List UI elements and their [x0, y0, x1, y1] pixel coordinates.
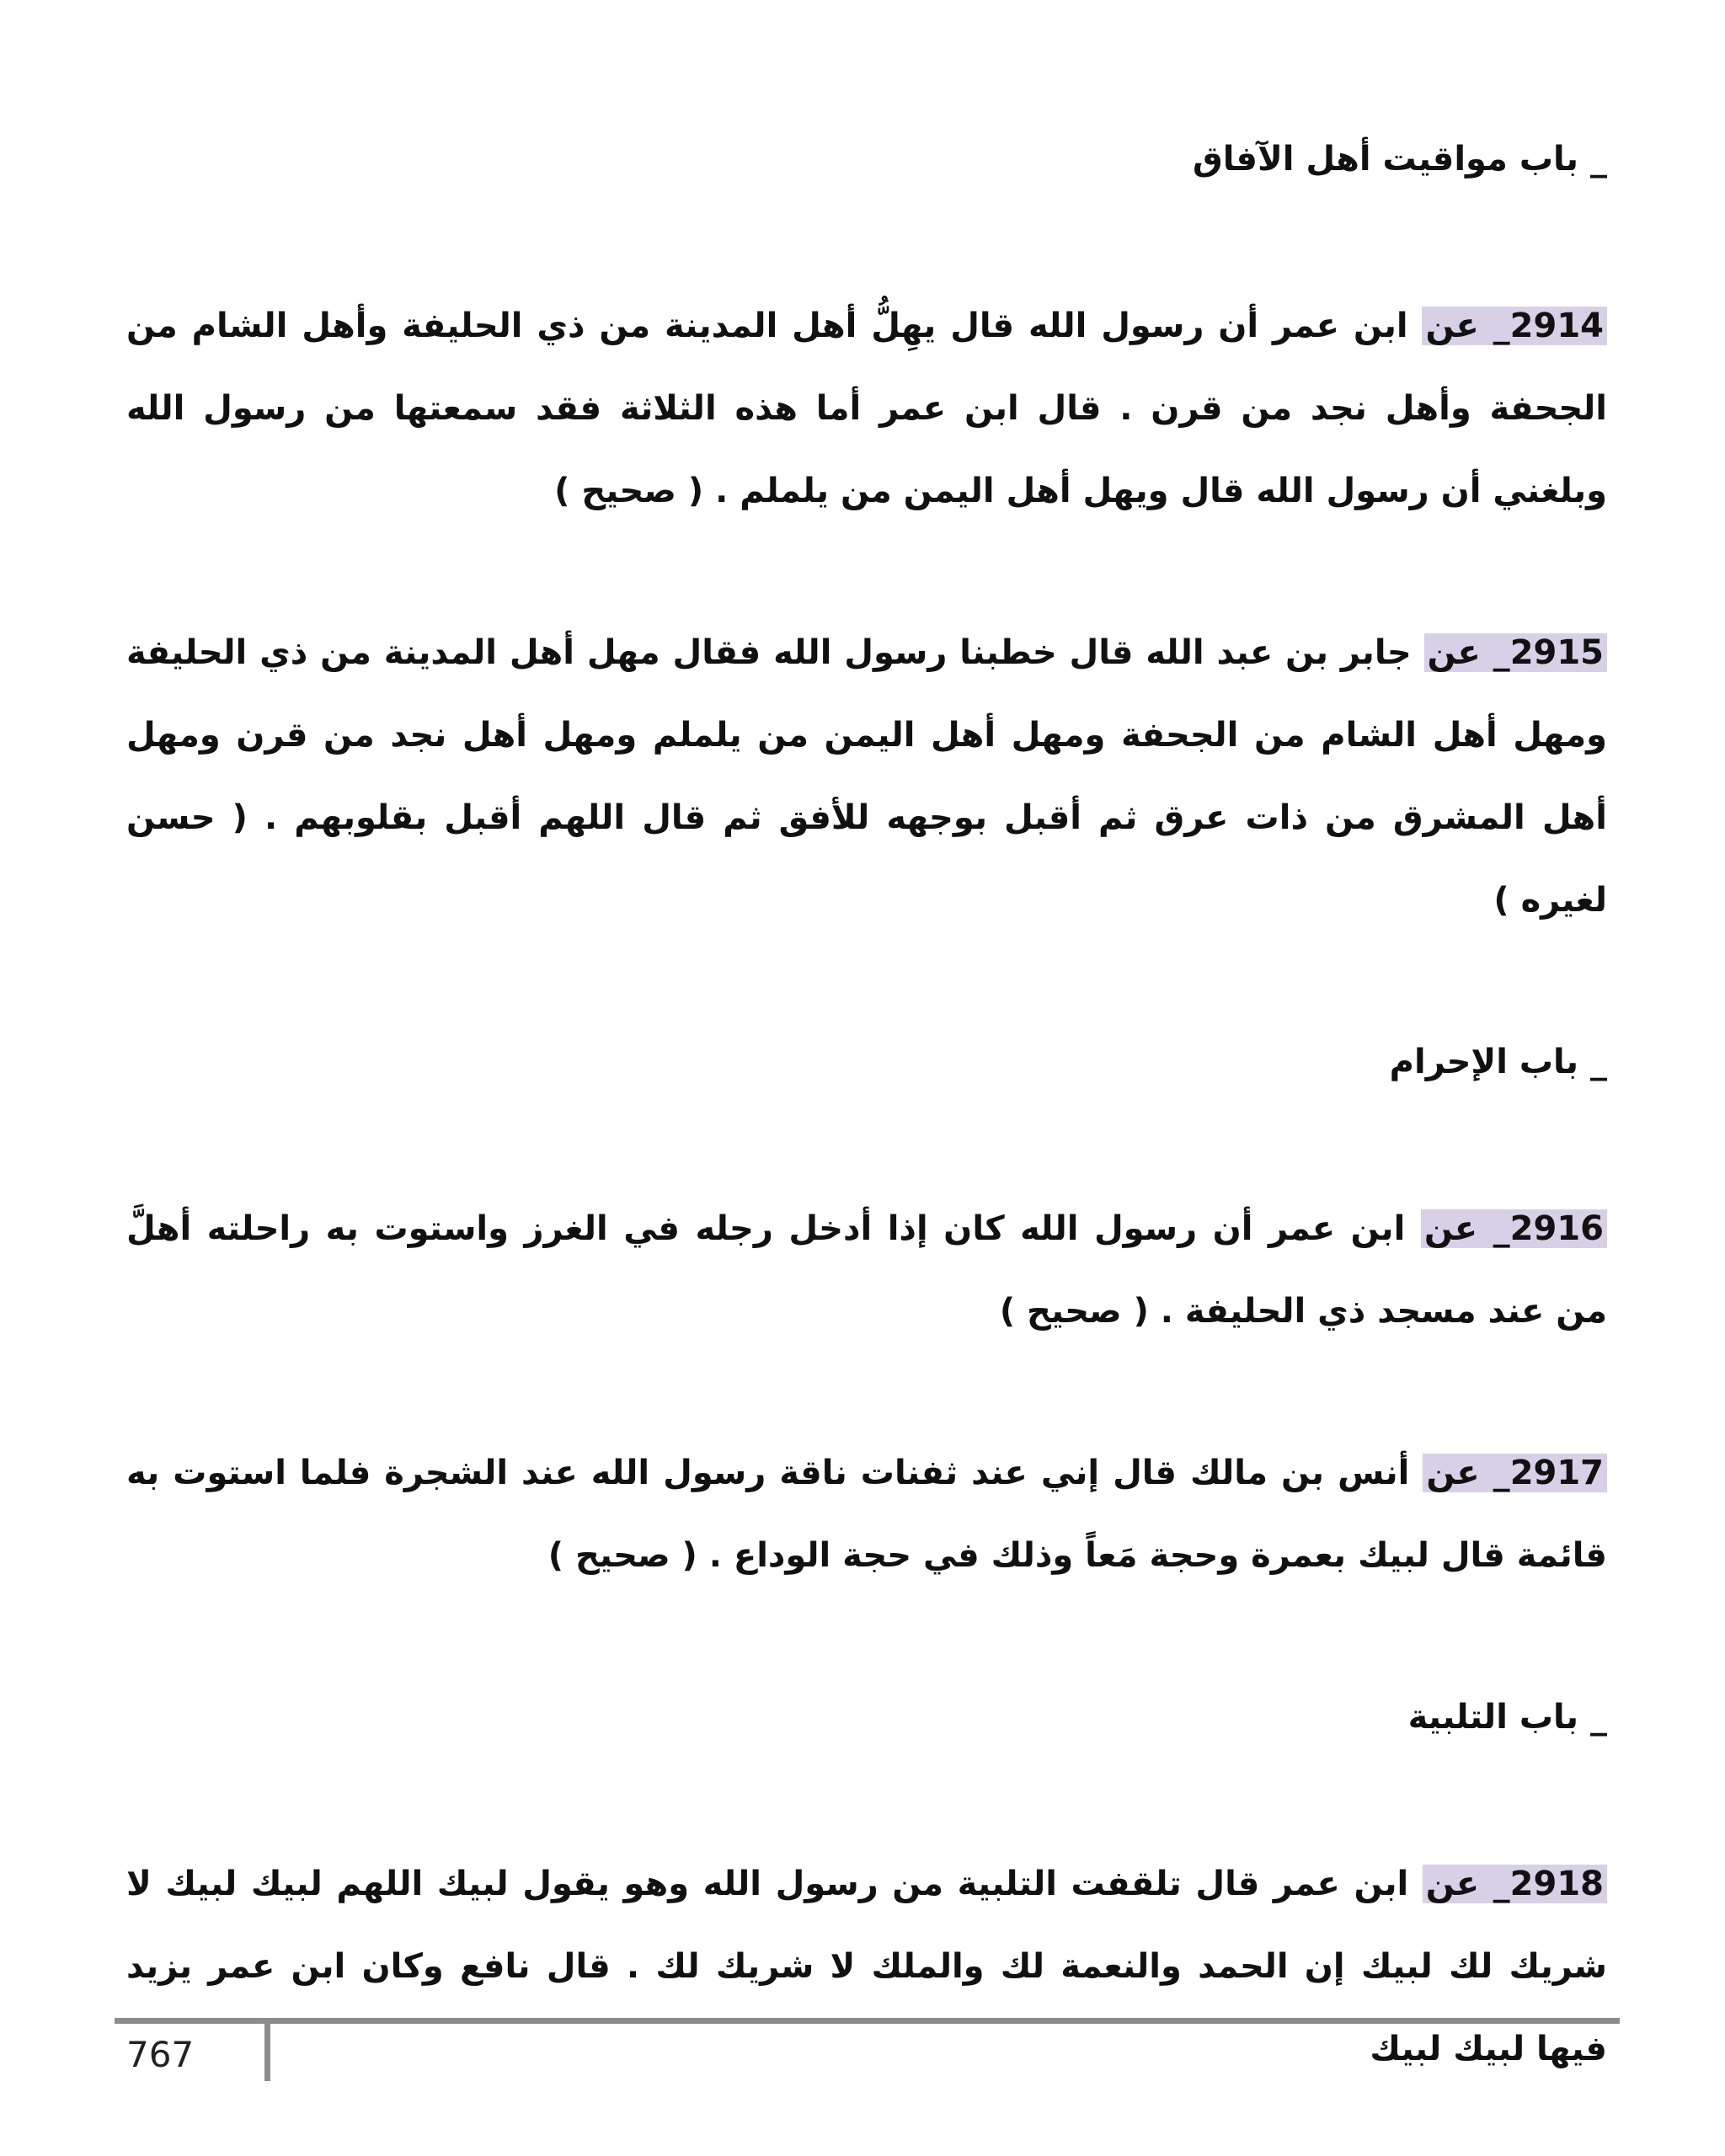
spacer: [126, 1758, 1607, 1843]
hadith-text: ابن عمر أن رسول الله كان إذا أدخل رجله في الغرز واستوت به راحلته أهلَّ من عند مسجد ذي الحليفة . ( صحيح ): [126, 1209, 1607, 1331]
footer-rule: [115, 2018, 1620, 2024]
spacer: [126, 1103, 1607, 1187]
hadith-text: جابر بن عبد الله قال خطبنا رسول الله فقال مهل أهل المدينة من ذي الحليفة ومهل أهل الشام من الجحفة ومهل أهل اليمن من يلملم ومهل أهل نجد من قرن ومهل أهل المشرق من ذات عرق ثم أقبل بوجهه للأفق ثم قال اللهم أقبل بقلوبهم . ( حسن لغيره ): [126, 633, 1607, 920]
spacer: [126, 1353, 1607, 1432]
spacer: [126, 200, 1607, 285]
hadith-number-tag: 2917_ عن: [1423, 1454, 1607, 1492]
hadith-2915: [126, 611, 1607, 942]
hadith-text: ابن عمر قال تلقفت التلبية من رسول الله وهو يقول لبيك اللهم لبيك لبيك لا شريك لك لبيك إن الحمد والنعمة لك والملك لا شريك لك . قال نافع وكان ابن عمر يزيد فيها لبيك لبيك: [126, 1865, 1607, 2068]
section-heading-talbiya: _ باب التلبية: [1407, 1698, 1607, 1737]
hadith-2917: [126, 1432, 1607, 1597]
spacer: [126, 532, 1607, 611]
hadith-text: أنس بن مالك قال إني عند ثفنات ناقة رسول الله عند الشجرة فلما استوت به قائمة قال لبيك بعمرة وحجة مَعاً وذلك في حجة الوداع . ( صحيح ): [126, 1454, 1607, 1575]
footer-divider-tick: [264, 2024, 270, 2081]
section-heading-mawaqit: _ باب مواقيت أهل الآفاق: [1193, 140, 1607, 179]
spacer: [126, 942, 1607, 1021]
hadith-number-tag: 2914_ عن: [1422, 307, 1607, 345]
hadith-2916: [126, 1187, 1607, 1353]
hadith-number-tag: 2918_ عن: [1423, 1865, 1607, 1903]
section-heading-ihram: _ باب الإحرام: [1389, 1043, 1607, 1081]
hadith-2918: [126, 1843, 1607, 2090]
spacer: [126, 1597, 1607, 1676]
hadith-number-tag: 2915_ عن: [1424, 633, 1608, 672]
hadith-text: ابن عمر أن رسول الله قال يهِلُّ أهل المدينة من ذي الحليفة وأهل الشام من الجحفة وأهل نجد من قرن . قال ابن عمر أما هذه الثلاثة فقد سمعتها من رسول الله وبلغني أن رسول الله قال ويهل أهل اليمن من يلملم . ( صحيح ): [126, 307, 1607, 510]
hadith-2914: [126, 285, 1607, 532]
hadith-number-tag: 2916_ عن: [1421, 1209, 1607, 1248]
page-number: 767: [126, 2034, 195, 2075]
page-content: [126, 118, 1607, 2090]
